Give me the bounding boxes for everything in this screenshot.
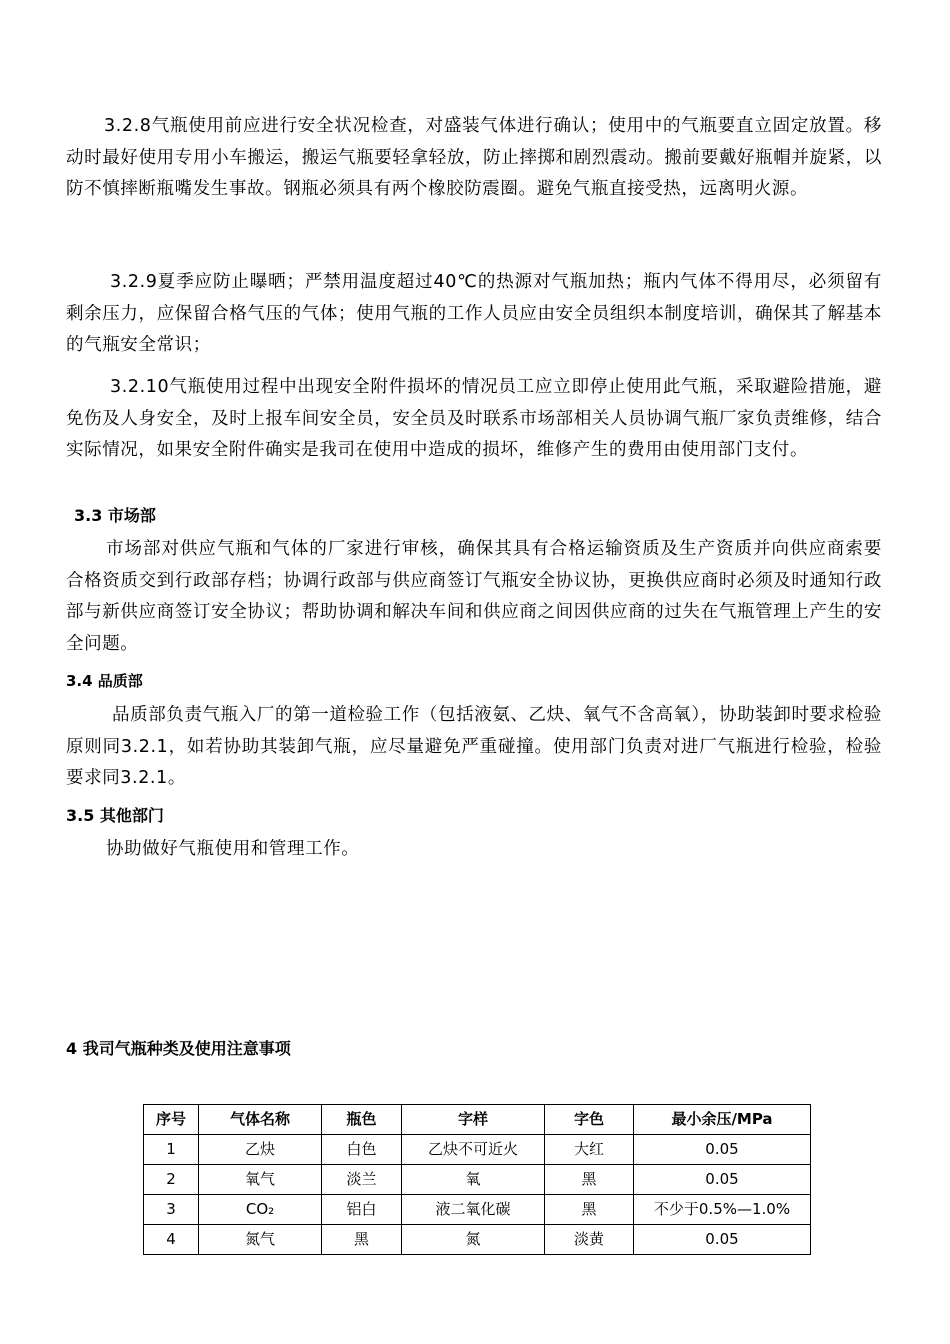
section-heading-3-4: 3.4 品质部: [66, 672, 143, 690]
header-lettering: 字样: [402, 1105, 545, 1135]
cell-index: 1: [144, 1135, 199, 1165]
table-row: [144, 1225, 811, 1255]
cell-cylinder-color: 铝白: [322, 1195, 402, 1225]
cell-letter-color: 淡黄: [545, 1225, 634, 1255]
cell-lettering: 氮: [402, 1225, 545, 1255]
cell-index: 4: [144, 1225, 199, 1255]
header-cylinder-color: 瓶色: [322, 1105, 402, 1135]
paragraph-3-2-8: 3.2.8气瓶使用前应进行安全状况检查，对盛装气体进行确认；使用中的气瓶要直立固定放置。移动时最好使用专用小车搬运，搬运气瓶要轻拿轻放，防止摔掷和剧烈震动。搬前要戴好瓶帽并旋紧，以防不慎摔断瓶嘴发生事故。钢瓶必须具有两个橡胶防震圈。避免气瓶直接受热，远离明火源。: [66, 116, 882, 199]
cell-min-pressure: 0.05: [634, 1165, 811, 1195]
table-row: [144, 1165, 811, 1195]
header-gas-name: 气体名称: [199, 1105, 322, 1135]
gas-cylinder-table: [143, 1104, 811, 1255]
paragraph-3-5: 协助做好气瓶使用和管理工作。: [106, 839, 360, 859]
paragraph-3-3: 市场部对供应气瓶和气体的厂家进行审核，确保其具有合格运输资质及生产资质并向供应商索要合格资质交到行政部存档；协调行政部与供应商签订气瓶安全协议协，更换供应商时必须及时通知行政部与新供应商签订安全协议；帮助协调和解决车间和供应商之间因供应商的过失在气瓶管理上产生的安全问题。: [66, 539, 882, 654]
table-header-row: [144, 1105, 811, 1135]
cell-cylinder-color: 白色: [322, 1135, 402, 1165]
section-heading-3-5: 3.5 其他部门: [66, 806, 164, 825]
cell-min-pressure: 0.05: [634, 1135, 811, 1165]
cell-gas-name: 氧气: [199, 1165, 322, 1195]
cell-gas-name: CO₂: [199, 1195, 322, 1225]
cell-cylinder-color: 淡兰: [322, 1165, 402, 1195]
cell-min-pressure: 不少于0.5%—1.0%: [634, 1195, 811, 1225]
paragraph-3-2-9: 3.2.9夏季应防止曝晒；严禁用温度超过40℃的热源对气瓶加热；瓶内气体不得用尽，必须留有剩余压力，应保留合格气压的气体；使用气瓶的工作人员应由安全员组织本制度培训，确保其了解基本的气瓶安全常识；: [66, 272, 882, 355]
table-row: [144, 1195, 811, 1225]
paragraph-3-4: 品质部负责气瓶入厂的第一道检验工作（包括液氨、乙炔、氧气不含高氧），协助装卸时要求检验原则同3.2.1，如若协助其装卸气瓶，应尽量避免严重碰撞。使用部门负责对进厂气瓶进行检验，检验要求同3.2.1。: [66, 705, 882, 788]
cell-lettering: 液二氧化碳: [402, 1195, 545, 1225]
paragraph-3-2-10: 3.2.10气瓶使用过程中出现安全附件损坏的情况员工应立即停止使用此气瓶，采取避险措施，避免伤及人身安全，及时上报车间安全员，安全员及时联系市场部相关人员协调气瓶厂家负责维修，结合实际情况，如果安全附件确实是我司在使用中造成的损坏，维修产生的费用由使用部门支付。: [66, 377, 882, 460]
cell-letter-color: 黑: [545, 1195, 634, 1225]
cell-gas-name: 氮气: [199, 1225, 322, 1255]
cell-gas-name: 乙炔: [199, 1135, 322, 1165]
header-min-residual-pressure: 最小余压/MPa: [634, 1105, 811, 1135]
header-letter-color: 字色: [545, 1105, 634, 1135]
cell-letter-color: 大红: [545, 1135, 634, 1165]
cell-index: 3: [144, 1195, 199, 1225]
header-index: 序号: [144, 1105, 199, 1135]
section-heading-4: 4 我司气瓶种类及使用注意事项: [66, 1039, 291, 1058]
section-heading-3-3: 3.3 市场部: [74, 506, 156, 525]
cell-min-pressure: 0.05: [634, 1225, 811, 1255]
table-row: [144, 1135, 811, 1165]
cell-cylinder-color: 黑: [322, 1225, 402, 1255]
cell-lettering: 氧: [402, 1165, 545, 1195]
cell-index: 2: [144, 1165, 199, 1195]
cell-lettering: 乙炔不可近火: [402, 1135, 545, 1165]
cell-letter-color: 黑: [545, 1165, 634, 1195]
